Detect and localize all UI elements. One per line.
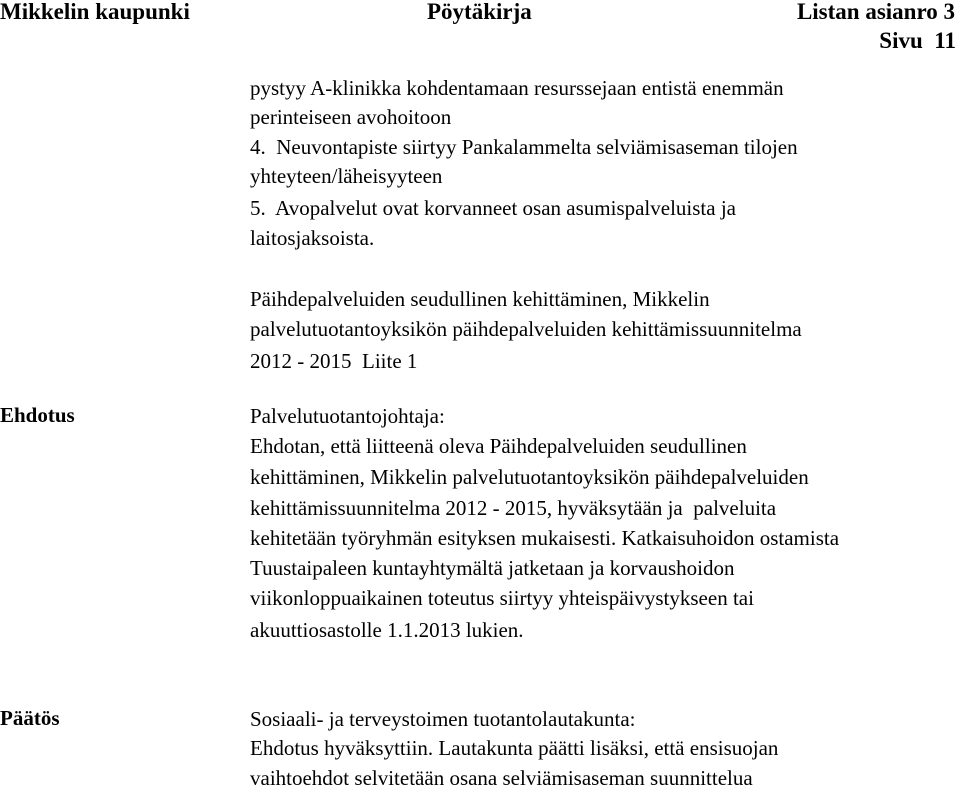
text-line: 4. Neuvontapiste siirtyy Pankalammelta selviämisaseman tilojen [250, 135, 798, 159]
text-line: yhteyteen/läheisyyteen [250, 164, 443, 188]
text-line: Palvelutuotantojohtaja: [250, 404, 445, 428]
header-list-item: Listan asianro 3 [796, 0, 955, 24]
text-line: Päihdepalveluiden seudullinen kehittäminen, Mikkelin [250, 287, 710, 311]
text-line: Sosiaali- ja terveystoimen tuotantolautakunta: [250, 707, 636, 731]
text-line: kehittämissuunnitelma 2012 - 2015, hyväksytään ja palveluita [250, 496, 777, 520]
text-line: akuuttiosastolle 1.1.2013 lukien. [250, 618, 524, 642]
text-line: 5. Avopalvelut ovat korvanneet osan asumispalveluista ja [250, 196, 736, 220]
text-line: Tuustaipaleen kuntayhtymältä jatketaan ja korvaushoidon [250, 556, 735, 580]
header-doc-type: Pöytäkirja [427, 0, 532, 24]
text-line: palvelutuotantoyksikön päihdepalveluiden kehittämissuunnitelma [250, 317, 802, 341]
text-line: pystyy A-klinikka kohdentamaan resurssejaan entistä enemmän [250, 76, 784, 100]
decision-label: Päätös [0, 706, 60, 730]
text-line: vaihtoehdot selvitetään osana selviämisaseman suunnittelua [250, 766, 753, 790]
text-line: Ehdotan, että liitteenä oleva Päihdepalveluiden seudullinen [250, 434, 747, 458]
proposal-label: Ehdotus [0, 403, 75, 427]
text-line: 2012 - 2015 Liite 1 [250, 349, 418, 373]
header-page-number: Sivu 11 [879, 28, 956, 53]
text-line: perinteiseen avohoitoon [250, 105, 452, 129]
text-line: kehittäminen, Mikkelin palvelutuotantoyksikön päihdepalveluiden [250, 465, 809, 489]
header-city: Mikkelin kaupunki [0, 0, 190, 24]
text-line: laitosjaksoista. [250, 226, 375, 250]
text-line: kehitetään työryhmän esityksen mukaisesti. Katkaisuhoidon ostamista [250, 526, 840, 550]
text-line: Ehdotus hyväksyttiin. Lautakunta päätti lisäksi, että ensisuojan [250, 736, 779, 760]
text-line: viikonloppuaikainen toteutus siirtyy yhteispäivystykseen tai [250, 586, 754, 610]
